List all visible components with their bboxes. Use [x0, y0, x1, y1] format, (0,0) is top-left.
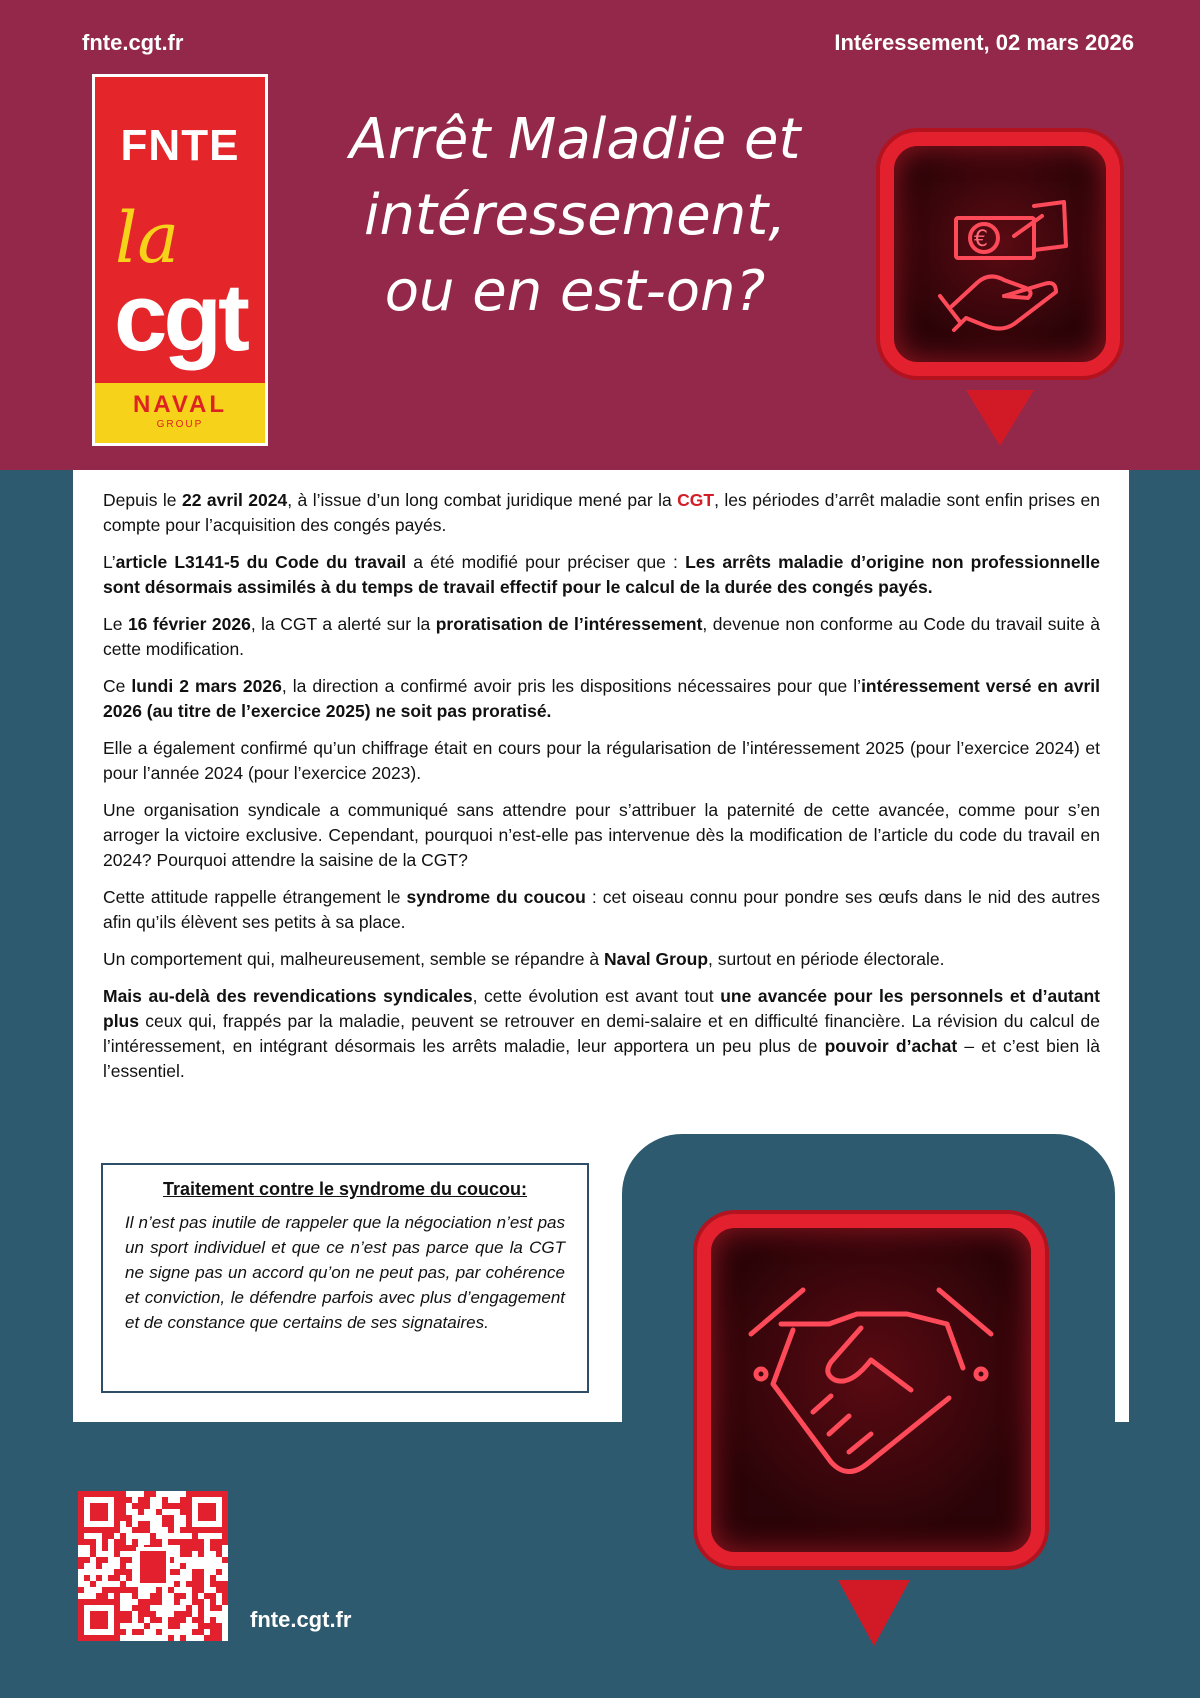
icon-tail-top [966, 390, 1034, 446]
paragraph-9: Mais au-delà des revendications syndicales, cette évolution est avant tout une avancée pour les personnels et d’autant plus ceux qui, frappés par la maladie, peuvent se retrouver en demi-salaire et en difficulté financière. La révision du calcul de l’intéressement, en intégrant désormais les arrêts maladie, leur apportera un peu plus de pouvoir d’achat – et c’est bien là l’essentiel. [103, 986, 1101, 1081]
logo-group: GROUP [156, 419, 204, 430]
callout-box [101, 1163, 589, 1393]
callout-text: Il n’est pas inutile de rappeler que la négociation n’est pas un sport individuel et que ce n’est pas parce que la CGT ne signe pas un accord qu’on ne peut pas, par cohérence et conviction, le défendre parfois avec plus d’engagement et de constance que certains de ses signataires. [125, 1213, 565, 1332]
site-url-bottom[interactable]: fnte.cgt.fr [250, 1607, 352, 1632]
cgt-logo [92, 74, 268, 446]
logo-la: la [115, 197, 180, 279]
svg-text:€: € [974, 227, 988, 252]
paragraph-1: Depuis le 22 avril 2024, à l’issue d’un long combat juridique mené par la CGT, les périodes d’arrêt maladie sont enfin prises en compte pour l’acquisition des congés payés. [103, 490, 1100, 535]
qr-code[interactable] [78, 1491, 228, 1641]
title-line-3: ou en est-on? [384, 259, 766, 324]
logo-fnte: FNTE [120, 121, 240, 170]
paragraph-5: Elle a également confirmé qu’un chiffrage était en cours pour la régularisation de l’intéressement 2025 (pour l’exercice 2024) et pour l’année 2024 (pour l’exercice 2023). [103, 738, 1100, 783]
article-body [103, 488, 1100, 1096]
icon-tail-bottom [838, 1580, 910, 1646]
paragraph-3: Le 16 février 2026, la CGT a alerté sur la proratisation de l’intéressement, devenue non conforme au Code du travail suite à cette modification. [103, 614, 1100, 659]
paragraph-2: L’article L3141-5 du Code du travail a été modifié pour préciser que : Les arrêts maladie d’origine non professionnelle sont désormais assimilés à du temps de travail effectif pour le calcul de la durée des congés payés. [103, 552, 1101, 597]
hand-money-icon [880, 132, 1120, 376]
paragraph-8: Un comportement qui, malheureusement, semble se répandre à Naval Group, surtout en période électorale. [103, 949, 945, 969]
paragraph-6: Une organisation syndicale a communiqué sans attendre pour s’attribuer la paternité de cette avancée, comme pour s’en arroger la victoire exclusive. Cependant, pourquoi n’est-elle pas intervenue dès la modification de l’article du code du travail en 2024? Pourquoi attendre la saisine de la CGT? [103, 800, 1100, 870]
logo-naval: NAVAL [132, 391, 228, 418]
qr-code-image [78, 1491, 228, 1641]
paragraph-7: Cette attitude rappelle étrangement le syndrome du coucou : cet oiseau connu pour pondre ses œufs dans le nid des autres afin qu’ils élèvent ses petits à sa place. [103, 887, 1100, 932]
logo-cgt: cgt [114, 264, 246, 371]
logo-band [95, 383, 265, 443]
page-title [290, 102, 860, 330]
paragraph-4: Ce lundi 2 mars 2026, la direction a confirmé avoir pris les dispositions nécessaires pour que l’intéressement versé en avril 2026 (au titre de l’exercice 2025) ne soit pas proratisé. [103, 676, 1100, 721]
site-url-top[interactable]: fnte.cgt.fr [82, 30, 184, 55]
callout-title: Traitement contre le syndrome du coucou: [162, 1179, 528, 1199]
title-line-2: intéressement, [364, 183, 786, 248]
handshake-icon [697, 1214, 1045, 1566]
title-line-1: Arrêt Maladie et [349, 107, 801, 172]
document-date: Intéressement, 02 mars 2026 [834, 30, 1134, 55]
